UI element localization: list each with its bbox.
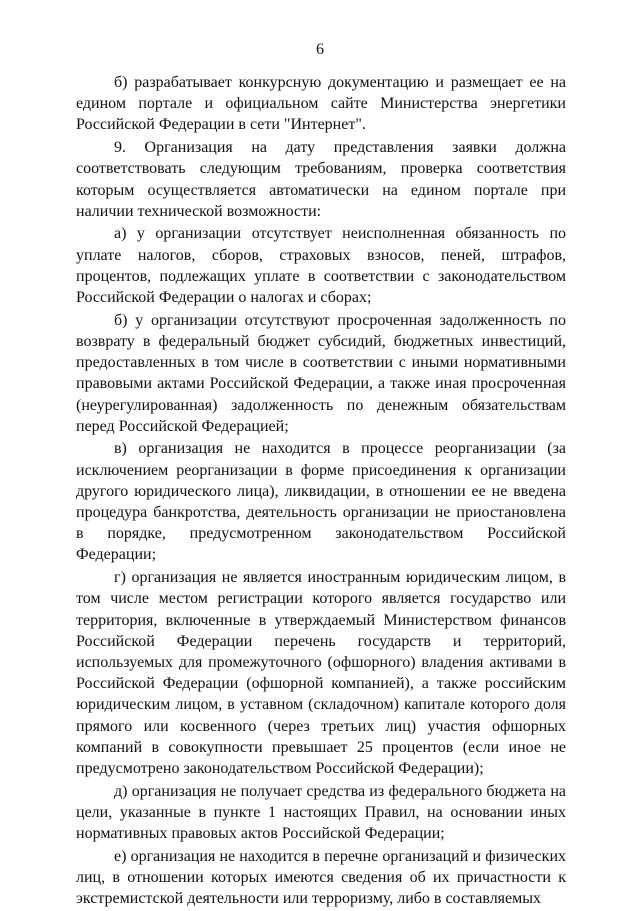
document-body	[76, 72, 566, 911]
paragraph-d-federal-funds: д) организация не получает средства из федерального бюджета на цели, указанные в пункте 1 настоящих Правил, на основании иных нормативных правовых актов Российской Федерации;	[76, 782, 566, 843]
paragraph-b-overdue-debt: б) у организации отсутствуют просроченная задолженность по возврату в федеральный бюджет субсидий, бюджетных инвестиций, предоставленных в том числе в соответствии с иными нормативными правовыми актами Российской Федерации, а также иная просроченная (неурегулированная) задолженность по денежным обязательствам перед Российской Федерацией;	[76, 311, 566, 435]
paragraph-b-tender-docs: б) разрабатывает конкурсную документацию и размещает ее на едином портале и официальном сайте Министерства энергетики Российской Федерации в сети "Интернет".	[76, 74, 566, 134]
paragraph-a-tax-obligations: а) у организации отсутствует неисполненная обязанность по уплате налогов, сборов, страховых взносов, пеней, штрафов, процентов, подлежащих уплате в соответствии с законодательством Российской Федерации о налогах и сборах;	[76, 225, 566, 307]
paragraph-9-requirements: 9. Организация на дату представления заявки должна соответствовать следующим требованиям, проверка соответствия которым осуществляется автоматически на едином портале при наличии технической возможности:	[76, 139, 566, 220]
paragraph-g-foreign-entity: г) организация не является иностранным юридическим лицом, в том числе местом регистрации которого является государство или территория, включенные в утверждаемый Министерством финансов Российской Федерации перечень государств и территорий, используемых для промежуточного (офшорного) владения активами в Российской Федерации (офшорной компанией), а также российским юридическим лицом, в уставном (складочном) капитале которого доля прямого или косвенного (через третьих лиц) участия офшорных компаний в совокупности превышает 25 процентов (если иное не предусмотрено законодательством Российской Федерации);	[76, 569, 566, 777]
paragraph-v-reorganization: в) организация не находится в процессе реорганизации (за исключением реорганизации в форме присоединения к организации другого юридического лица), ликвидации, в отношении ее не введена процедура банкротства, деятельность организации не приостановлена в порядке, предусмотренном законодательством Российской Федерации;	[76, 440, 566, 564]
paragraph-e-extremism-list: е) организация не находится в перечне организаций и физических лиц, в отношении которых имеются сведения об их причастности к экстремистской деятельности или терроризму, либо в составляемых	[76, 847, 566, 908]
page-number: 6	[316, 41, 324, 58]
